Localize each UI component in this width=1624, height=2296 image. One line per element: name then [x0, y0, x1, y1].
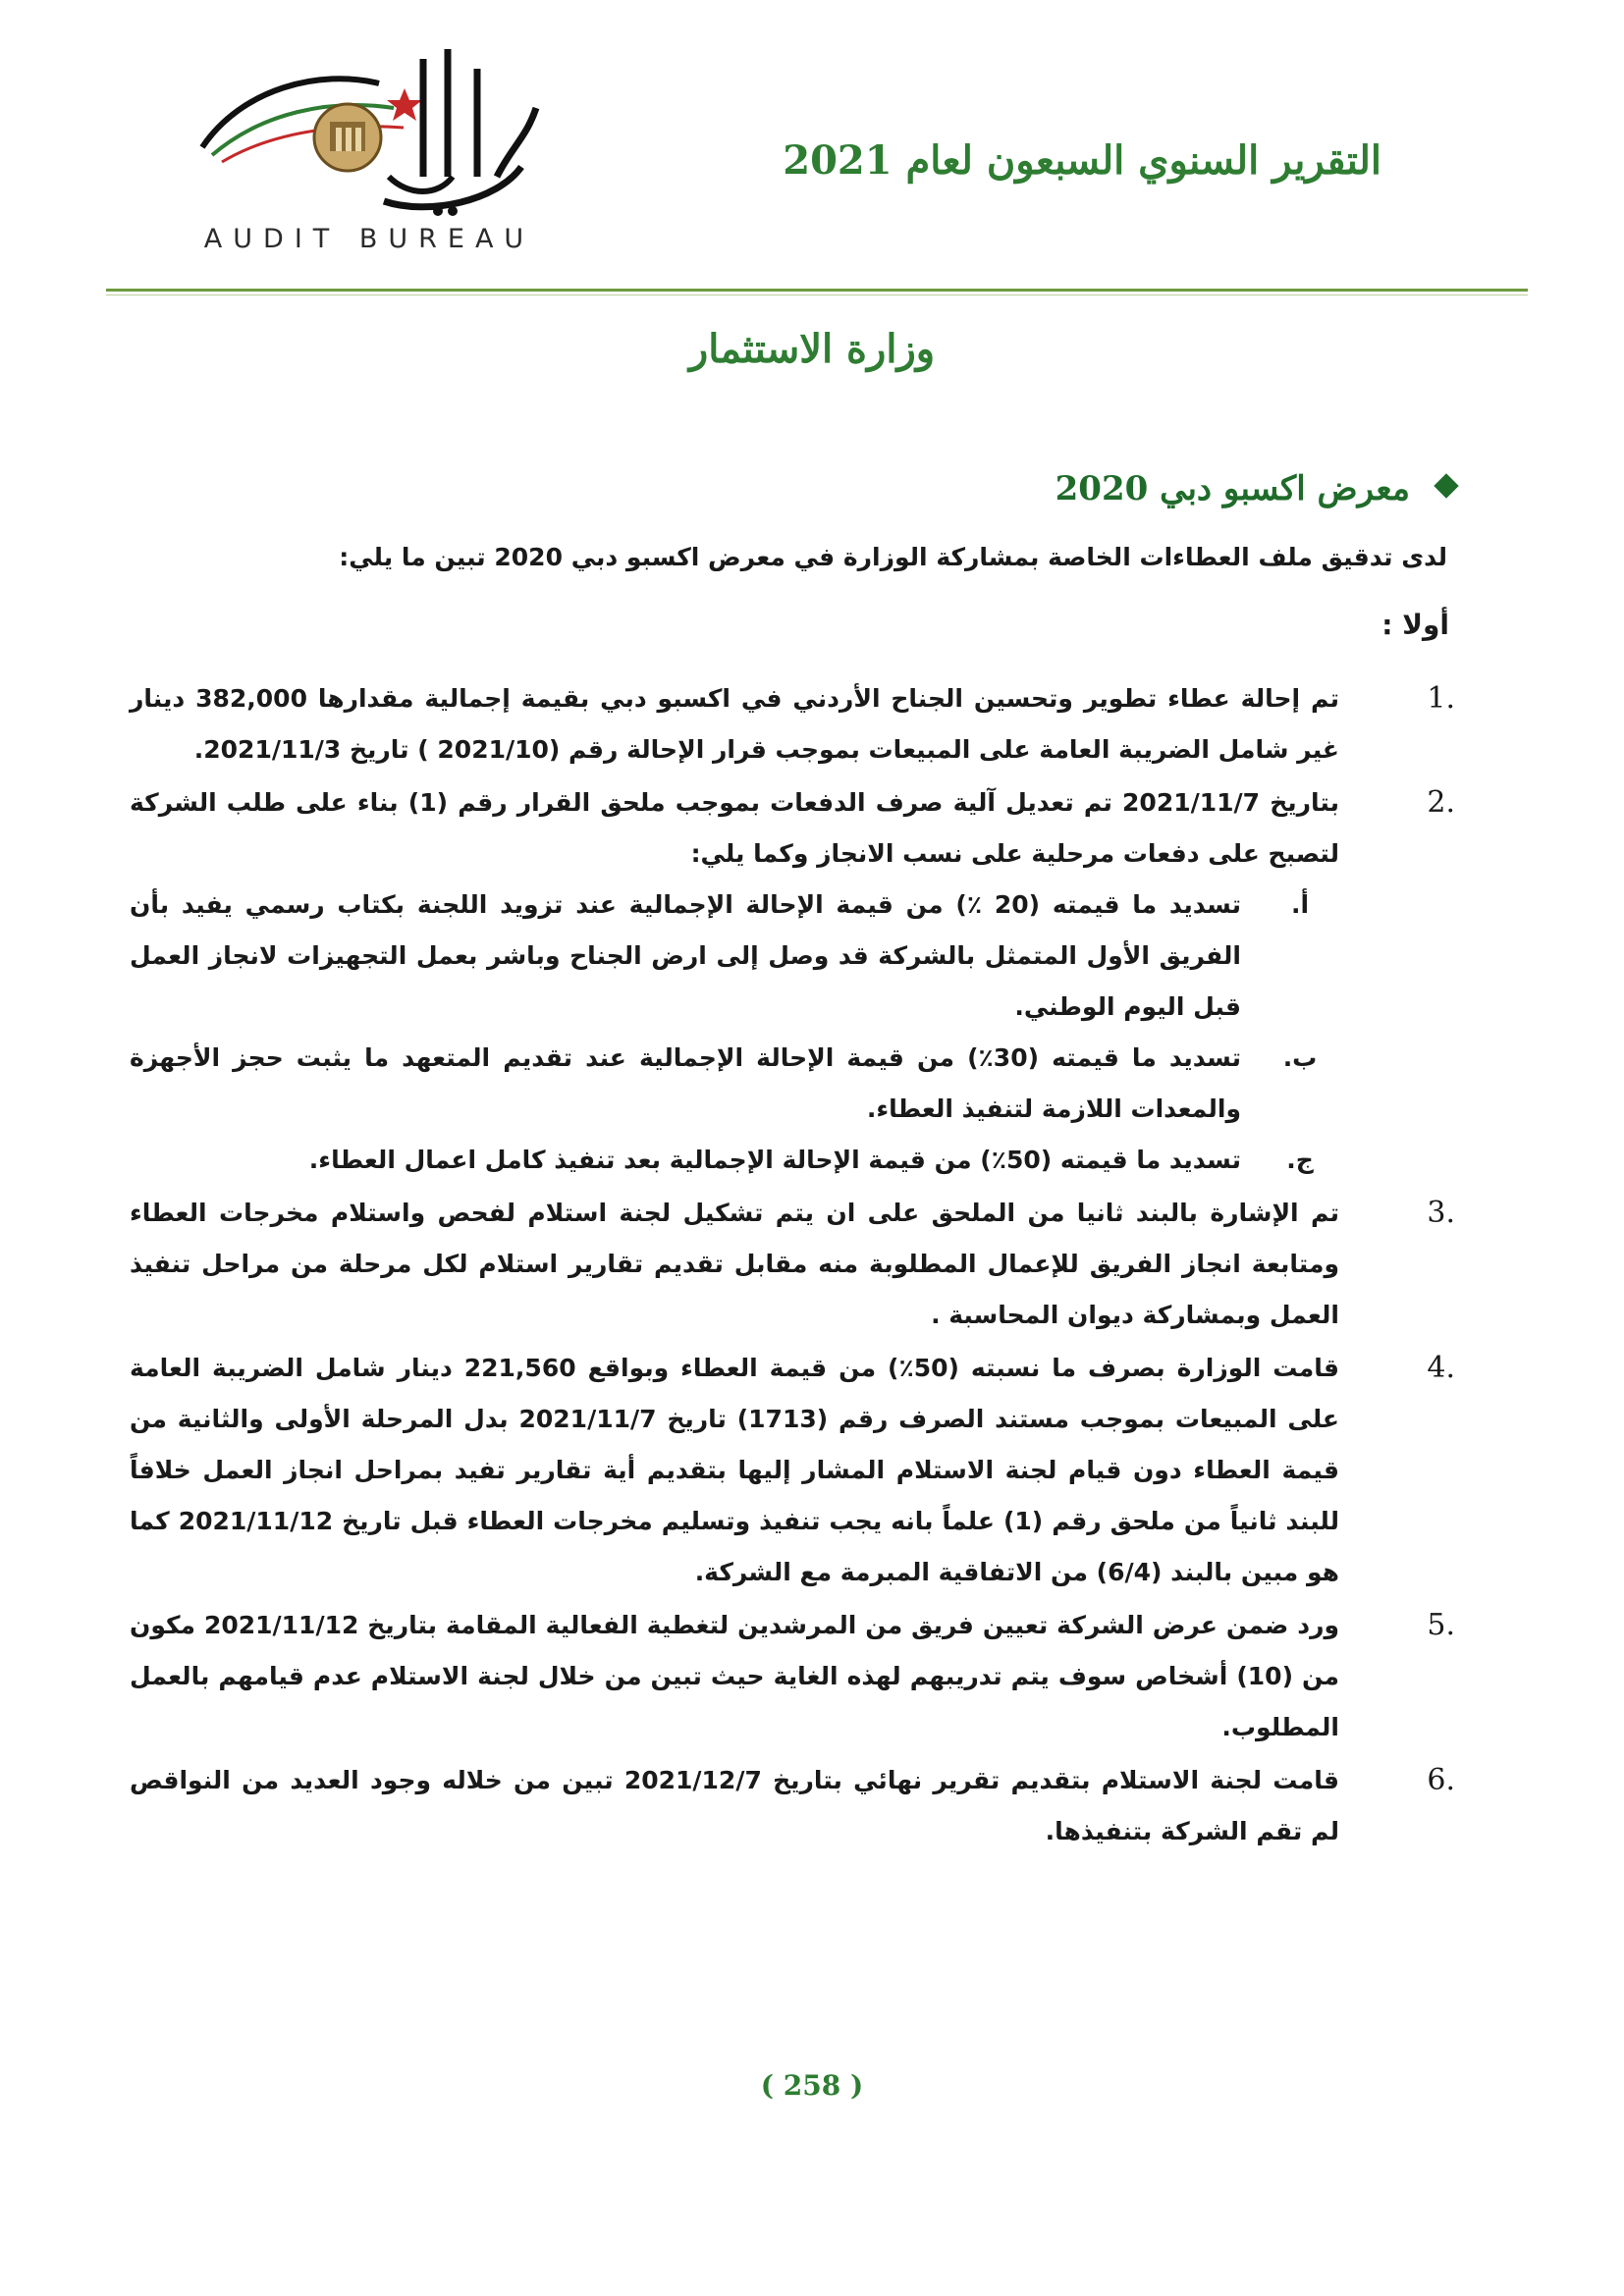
sub-list-item	[130, 1135, 1314, 1186]
item-text: بتاريخ 2021/11/7 تم تعديل آلية صرف الدفعات بموجب ملحق القرار رقم (1) بناء على طلب الشركة لتصبح على دفعات مرحلية على نسب الانجاز وكما يلي:	[130, 788, 1339, 868]
item-number: 6.	[1427, 1763, 1455, 1797]
item-text: تم الإشارة بالبند ثانيا من الملحق على ان يتم تشكيل لجنة استلام لفحص واستلام مخرجات العطاء ومتابعة انجاز الفريق للإعمال المطلوبة منه مقابل تقديم تقارير استلام لكل مرحلة من مراحل تنفيذ العمل وبمشاركة ديوان المحاسبة .	[130, 1199, 1339, 1329]
sub-item-letter: ج.	[1286, 1146, 1314, 1174]
page-header	[0, 0, 1624, 294]
findings-list	[130, 673, 1455, 1859]
page-number: ( 258 )	[760, 2069, 864, 2102]
section-heading: معرض اكسبو دبي 2020	[1055, 469, 1410, 508]
sub-list-item	[130, 880, 1310, 1033]
sub-item-text: تسديد ما قيمته (20 ٪) من قيمة الإحالة الإجمالية عند تزويد اللجنة بكتاب رسمي يفيد بأن الفريق الأول المتمثل بالشركة قد وصل إلى ارض الجناح وباشر بعمل التجهيزات لانجاز العمل قبل اليوم الوطني.	[130, 890, 1241, 1021]
logo-caption: AUDIT BUREAU	[203, 224, 535, 254]
sub-list-item	[130, 1033, 1318, 1135]
logo-emblem-icon	[183, 29, 556, 226]
item-number: 4.	[1427, 1351, 1455, 1385]
list-item	[130, 1755, 1455, 1857]
diamond-bullet-icon	[1434, 473, 1458, 498]
sub-heading: أولا :	[1381, 609, 1449, 641]
report-title: التقرير السنوي السبعون لعام 2021	[783, 137, 1381, 184]
section-intro: لدى تدقيق ملف العطاءات الخاصة بمشاركة الوزارة في معرض اكسبو دبي 2020 تبين ما يلي:	[339, 543, 1447, 571]
item-number: 1.	[1427, 681, 1455, 716]
sub-item-text: تسديد ما قيمته (30٪) من قيمة الإحالة الإجمالية عند تقديم المتعهد ما يثبت حجز الأجهزة والمعدات اللازمة لتنفيذ العطاء.	[130, 1043, 1241, 1123]
list-item	[130, 1343, 1455, 1598]
sub-item-letter: ب.	[1282, 1043, 1318, 1072]
item-text: ورد ضمن عرض الشركة تعيين فريق من المرشدين لتغطية الفعالية المقامة بتاريخ 2021/11/12 مكون من (10) أشخاص سوف يتم تدريبهم لهذه الغاية حيث تبين من خلال لجنة الاستلام عدم قيامهم بالعمل المطلوب.	[130, 1611, 1339, 1741]
sub-items	[130, 880, 1455, 1186]
item-number: 5.	[1427, 1608, 1455, 1642]
item-number: 2.	[1427, 785, 1455, 820]
sub-item-letter: أ.	[1290, 890, 1310, 919]
list-item	[130, 1600, 1455, 1753]
item-number: 3.	[1427, 1196, 1455, 1230]
list-item	[130, 1188, 1455, 1341]
item-text: قامت لجنة الاستلام بتقديم تقرير نهائي بتاريخ 2021/12/7 تبين من خلاله وجود العديد من النواقص لم تقم الشركة بتنفيذها.	[130, 1766, 1339, 1845]
ministry-title: وزارة الاستثمار	[688, 326, 936, 372]
item-text: قامت الوزارة بصرف ما نسبته (50٪) من قيمة العطاء وبواقع 221,560 دينار شامل الضريبة العامة على المبيعات بموجب مستند الصرف رقم (1713) تاريخ 2021/11/7 بدل المرحلة الأولى والثانية من قيمة العطاء دون قيام لجنة الاستلام المشار إليها بتقديم أية تقارير تفيد بمراحل انجاز العمل خلافاً للبند ثانياً من ملحق رقم (1) علماً بانه يجب تنفيذ وتسليم مخرجات العطاء قبل تاريخ 2021/11/12 كما هو مبين بالبند (6/4) من الاتفاقية المبرمة مع الشركة.	[130, 1354, 1340, 1586]
audit-bureau-logo	[183, 29, 556, 265]
sub-item-text: تسديد ما قيمته (50٪) من قيمة الإحالة الإجمالية بعد تنفيذ كامل اعمال العطاء.	[308, 1146, 1241, 1174]
header-divider	[106, 289, 1528, 295]
item-text: تم إحالة عطاء تطوير وتحسين الجناح الأردني في اكسبو دبي بقيمة إجمالية مقدارها 382,000 دينار غير شامل الضريبة العامة على المبيعات بموجب قرار الإحالة رقم (2021/10 ) تاريخ 2021/11/3.	[130, 684, 1340, 764]
list-item	[130, 777, 1455, 1186]
list-item	[130, 673, 1455, 775]
